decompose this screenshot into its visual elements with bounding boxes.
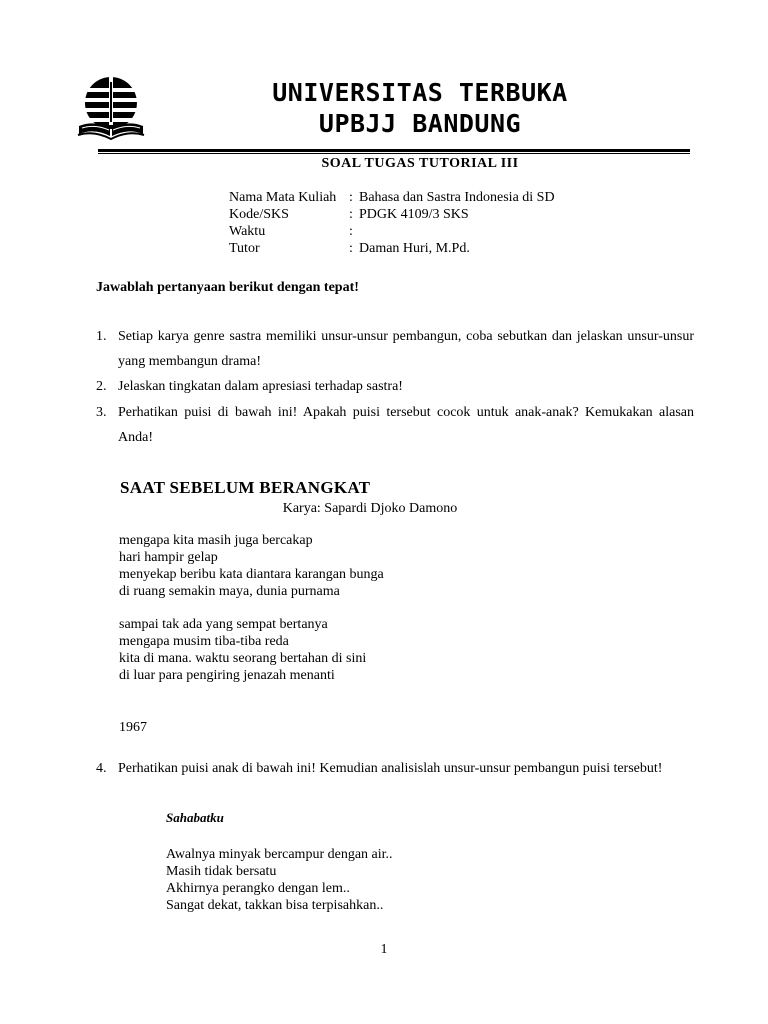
- info-separator: :: [349, 224, 353, 239]
- poem-line: di luar para pengiring jenazah menanti: [119, 668, 335, 683]
- question-number: 2.: [96, 379, 107, 394]
- info-label: Waktu: [229, 224, 266, 239]
- page-number-text: 1: [380, 942, 388, 957]
- poem-line: Akhirnya perangko dengan lem..: [166, 881, 350, 896]
- question-text: Perhatikan puisi di bawah ini! Apakah puisi tersebut cocok untuk anak-anak? Kemukakan alasan Anda!: [118, 405, 694, 445]
- info-row-tutor: [229, 240, 555, 257]
- header-divider-thin: [98, 153, 690, 154]
- poem-line: hari hampir gelap: [119, 550, 218, 565]
- child-poem-title: Sahabatku: [166, 810, 224, 825]
- info-label: Nama Mata Kuliah: [229, 190, 337, 205]
- branch-name: UPBJJ BANDUNG: [318, 109, 522, 138]
- info-value: Bahasa dan Sastra Indonesia di SD: [359, 190, 555, 205]
- question-3: [96, 400, 694, 450]
- poem-author: Karya: Sapardi Djoko Damono: [282, 501, 458, 516]
- poem-line: sampai tak ada yang sempat bertanya: [119, 617, 328, 632]
- poem-title: SAAT SEBELUM BERANGKAT: [120, 478, 371, 497]
- poem-line: Sangat dekat, takkan bisa terpisahkan..: [166, 898, 384, 913]
- question-number: 3.: [96, 405, 107, 420]
- info-separator: :: [349, 241, 353, 256]
- poem-line: mengapa kita masih juga bercakap: [119, 533, 313, 548]
- question-number: 4.: [96, 761, 107, 776]
- question-number: 1.: [96, 329, 107, 344]
- info-value: PDGK 4109/3 SKS: [359, 207, 469, 222]
- info-separator: :: [349, 207, 353, 222]
- info-label: Tutor: [229, 241, 260, 256]
- poem-line: Masih tidak bersatu: [166, 864, 277, 879]
- document-title: SOAL TUGAS TUTORIAL III: [321, 156, 519, 171]
- instruction: Jawablah pertanyaan berikut dengan tepat!: [96, 280, 359, 295]
- info-value: Daman Huri, M.Pd.: [359, 241, 470, 256]
- header-divider-thick: [98, 149, 690, 152]
- university-name: UNIVERSITAS TERBUKA: [272, 78, 568, 107]
- poem-line: di ruang semakin maya, dunia purnama: [119, 584, 340, 599]
- universitas-terbuka-logo-icon: [76, 74, 146, 142]
- poem-line: mengapa musim tiba-tiba reda: [119, 634, 289, 649]
- child-poem-stanza: [166, 846, 393, 914]
- page-number: [0, 942, 768, 958]
- poem-stanza-1: [119, 532, 384, 600]
- poem-line: kita di mana. waktu seorang bertahan di sini: [119, 651, 367, 666]
- poem-year: 1967: [119, 720, 147, 735]
- poem-line: Awalnya minyak bercampur dengan air..: [166, 847, 393, 862]
- info-row-time: [229, 223, 555, 240]
- question-4: [96, 756, 694, 781]
- question-text: Jelaskan tingkatan dalam apresiasi terhadap sastra!: [118, 379, 403, 394]
- question-text: Setiap karya genre sastra memiliki unsur-unsur pembangun, coba sebutkan dan jelaskan unsur-unsur yang membangun drama!: [118, 329, 694, 369]
- question-1: [96, 324, 694, 374]
- question-2: [96, 374, 694, 399]
- info-label: Kode/SKS: [229, 207, 289, 222]
- poem-line: menyekap beribu kata diantara karangan bunga: [119, 567, 384, 582]
- poem-stanza-2: [119, 616, 366, 684]
- info-row-code: [229, 206, 555, 223]
- info-separator: :: [349, 190, 353, 205]
- info-row-course: [229, 189, 555, 206]
- course-info: [229, 189, 555, 257]
- question-text: Perhatikan puisi anak di bawah ini! Kemudian analisislah unsur-unsur pembangun puisi tersebut!: [118, 761, 663, 776]
